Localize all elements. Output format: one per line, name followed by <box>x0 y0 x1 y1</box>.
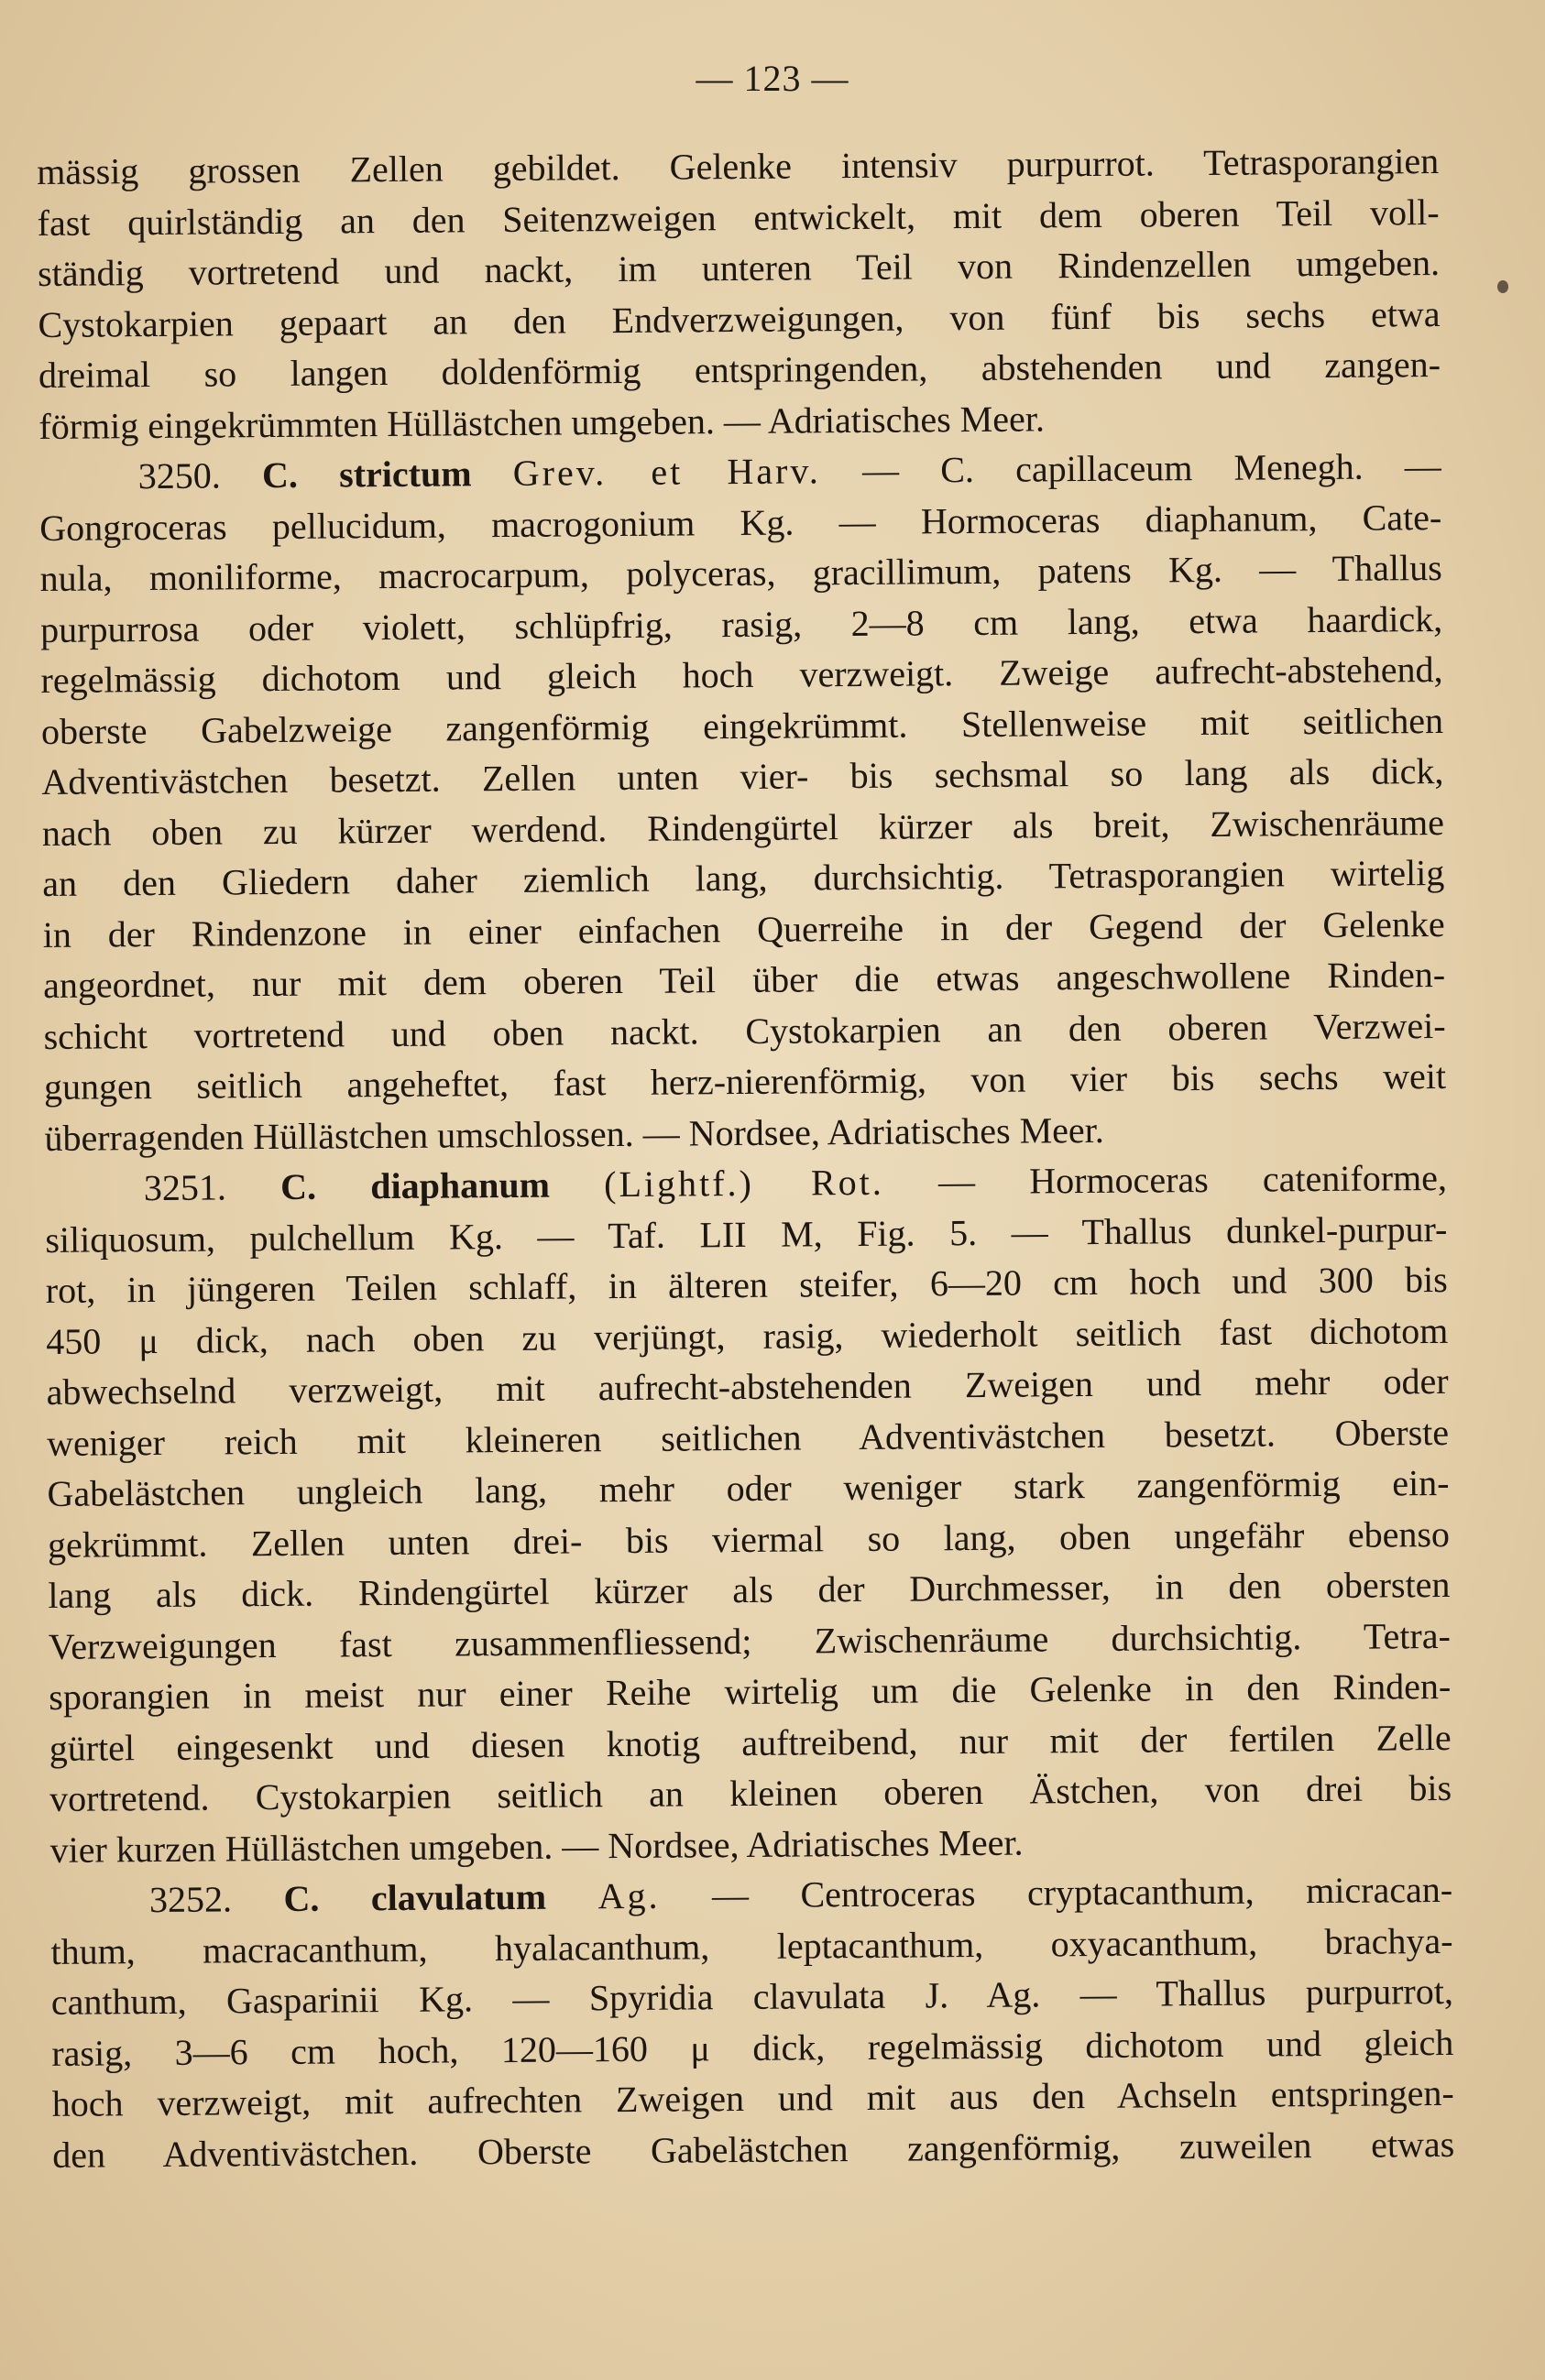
synonyms: — Centroceras cryptacanthum, micracan- <box>711 1868 1453 1916</box>
text-line: Gongroceras pellucidum, macrogonium Kg. — Hormoceras diaphanum, Cate- <box>39 496 1442 549</box>
text-line: oberste Gabelzweige zangenförmig eingekrümmt. Stellenweise mit seitlichen <box>40 699 1444 752</box>
print-speck <box>1497 280 1508 293</box>
text-line: in der Rindenzone in einer einfachen Querreihe in der Gegend der Gelenke <box>42 902 1445 955</box>
text-line: sporangien in meist nur einer Reihe wirtelig um die Gelenke in den Rinden- <box>49 1665 1452 1718</box>
text-line: ständig vortretend und nackt, im unteren Teil von Rindenzellen umgeben. <box>37 241 1441 294</box>
text-line: gungen seitlich angeheftet, fast herz-nierenförmig, von vier bis sechs weit <box>43 1054 1447 1108</box>
synonyms: — Hormoceras cateniforme, <box>937 1156 1448 1203</box>
genus-abbrev: C. <box>261 453 299 497</box>
entry-number: 3251. <box>143 1166 227 1209</box>
author-citation: Ag. <box>597 1874 661 1917</box>
species-name: clavulatum <box>370 1875 547 1919</box>
text-line: Cystokarpien gepaart an den Endverzweigungen, von fünf bis sechs etwa <box>38 292 1441 345</box>
body-text <box>37 136 1454 2180</box>
text-line: rot, in jüngeren Teilen schlaff, in älteren steifer, 6—20 cm hoch und 300 bis <box>45 1258 1448 1311</box>
text-line: regelmässig dichotom und gleich hoch verzweigt. Zweige aufrecht-abstehend, <box>40 648 1443 701</box>
text-line: vier kurzen Hüllästchen umgeben. — Nordsee, Adriatisches Meer. <box>49 1821 1024 1871</box>
text-line: 450 μ dick, nach oben zu verjüngt, rasig, wiederholt seitlich fast dichotom <box>46 1309 1449 1362</box>
text-line: Gabelästchen ungleich lang, mehr oder weniger stark zangenförmig ein- <box>47 1461 1450 1514</box>
text-line: überragenden Hüllästchen umschlossen. — Nordsee, Adriatisches Meer. <box>44 1108 1104 1159</box>
text-line: schicht vortretend und oben nackt. Cystokarpien an den oberen Verzwei- <box>43 1004 1446 1057</box>
text-line: förmig eingekrümmten Hüllästchen umgeben. — Adriatisches Meer. <box>38 397 1046 447</box>
text-line: den Adventivästchen. Oberste Gabelästchen zangenförmig, zuweilen etwas <box>52 2123 1455 2176</box>
text-line: Verzweigungen fast zusammenfliessend; Zwischenräume durchsichtig. Tetra- <box>48 1614 1451 1667</box>
text-line: lang als dick. Rindengürtel kürzer als der Durchmesser, in den obersten <box>48 1563 1451 1616</box>
genus-abbrev: C. <box>279 1165 317 1207</box>
text-line: hoch verzweigt, mit aufrechten Zweigen und mit aus den Achseln entspringen- <box>51 2071 1454 2124</box>
text-line: nula, moniliforme, macrocarpum, polyceras, gracillimum, patens Kg. — Thallus <box>39 546 1442 599</box>
entry-number: 3250. <box>137 454 222 497</box>
text-line: dreimal so langen doldenförmig entspringenden, abstehenden und zangen- <box>38 343 1441 396</box>
text-line: rasig, 3—6 cm hoch, 120—160 μ dick, regelmässig dichotom und gleich <box>51 2021 1454 2074</box>
text-line: angeordnet, nur mit dem oberen Teil über die etwas angeschwollene Rinden- <box>43 953 1446 1006</box>
synonyms: — C. capillaceum Menegh. — <box>861 444 1441 491</box>
entry-number: 3252. <box>148 1878 233 1921</box>
text-line: purpurrosa oder violett, schlüpfrig, rasig, 2—8 cm lang, etwa haardick, <box>39 597 1443 650</box>
text-line: mässig grossen Zellen gebildet. Gelenke intensiv purpurrot. Tetrasporangien <box>37 139 1440 192</box>
text-line: abwechselnd verzweigt, mit aufrecht-abstehenden Zweigen und mehr oder <box>46 1359 1449 1413</box>
species-name: strictum <box>338 453 472 496</box>
text-line: vortretend. Cystokarpien seitlich an kleinen oberen Ästchen, von drei bis <box>49 1766 1452 1819</box>
species-name: diaphanum <box>370 1163 551 1207</box>
genus-abbrev: C. <box>283 1877 320 1919</box>
text-line: weniger reich mit kleineren seitlichen Adventivästchen besetzt. Oberste <box>46 1411 1450 1464</box>
text-line: an den Gliedern daher ziemlich lang, durchsichtig. Tetrasporangien wirtelig <box>42 851 1445 904</box>
text-line: Adventivästchen besetzt. Zellen unten vier- bis sechsmal so lang als dick, <box>41 749 1444 802</box>
author-citation: (Lightf.) Rot. <box>604 1161 884 1206</box>
text-line: siliquosum, pulchellum Kg. — Taf. LII M, Fig. 5. — Thallus dunkel-purpur- <box>45 1207 1448 1261</box>
text-line: nach oben zu kürzer werdend. Rindengürtel kürzer als breit, Zwischenräume <box>41 801 1445 854</box>
author-citation: Grev. et Harv. <box>512 450 821 494</box>
text-line: gürtel eingesenkt und diesen knotig auftreibend, nur mit der fertilen Zelle <box>49 1716 1452 1769</box>
text-line: canthum, Gasparinii Kg. — Spyridia clavulata J. Ag. — Thallus purpurrot, <box>50 1970 1454 2023</box>
page-number: — 123 — <box>696 58 849 99</box>
text-line: gekrümmt. Zellen unten drei- bis viermal so lang, oben ungefähr ebenso <box>47 1512 1451 1566</box>
text-line: thum, macracanthum, hyalacanthum, leptacanthum, oxyacanthum, brachya- <box>50 1919 1453 1972</box>
text-line: fast quirlständig an den Seitenzweigen entwickelt, mit dem oberen Teil voll- <box>37 191 1440 244</box>
